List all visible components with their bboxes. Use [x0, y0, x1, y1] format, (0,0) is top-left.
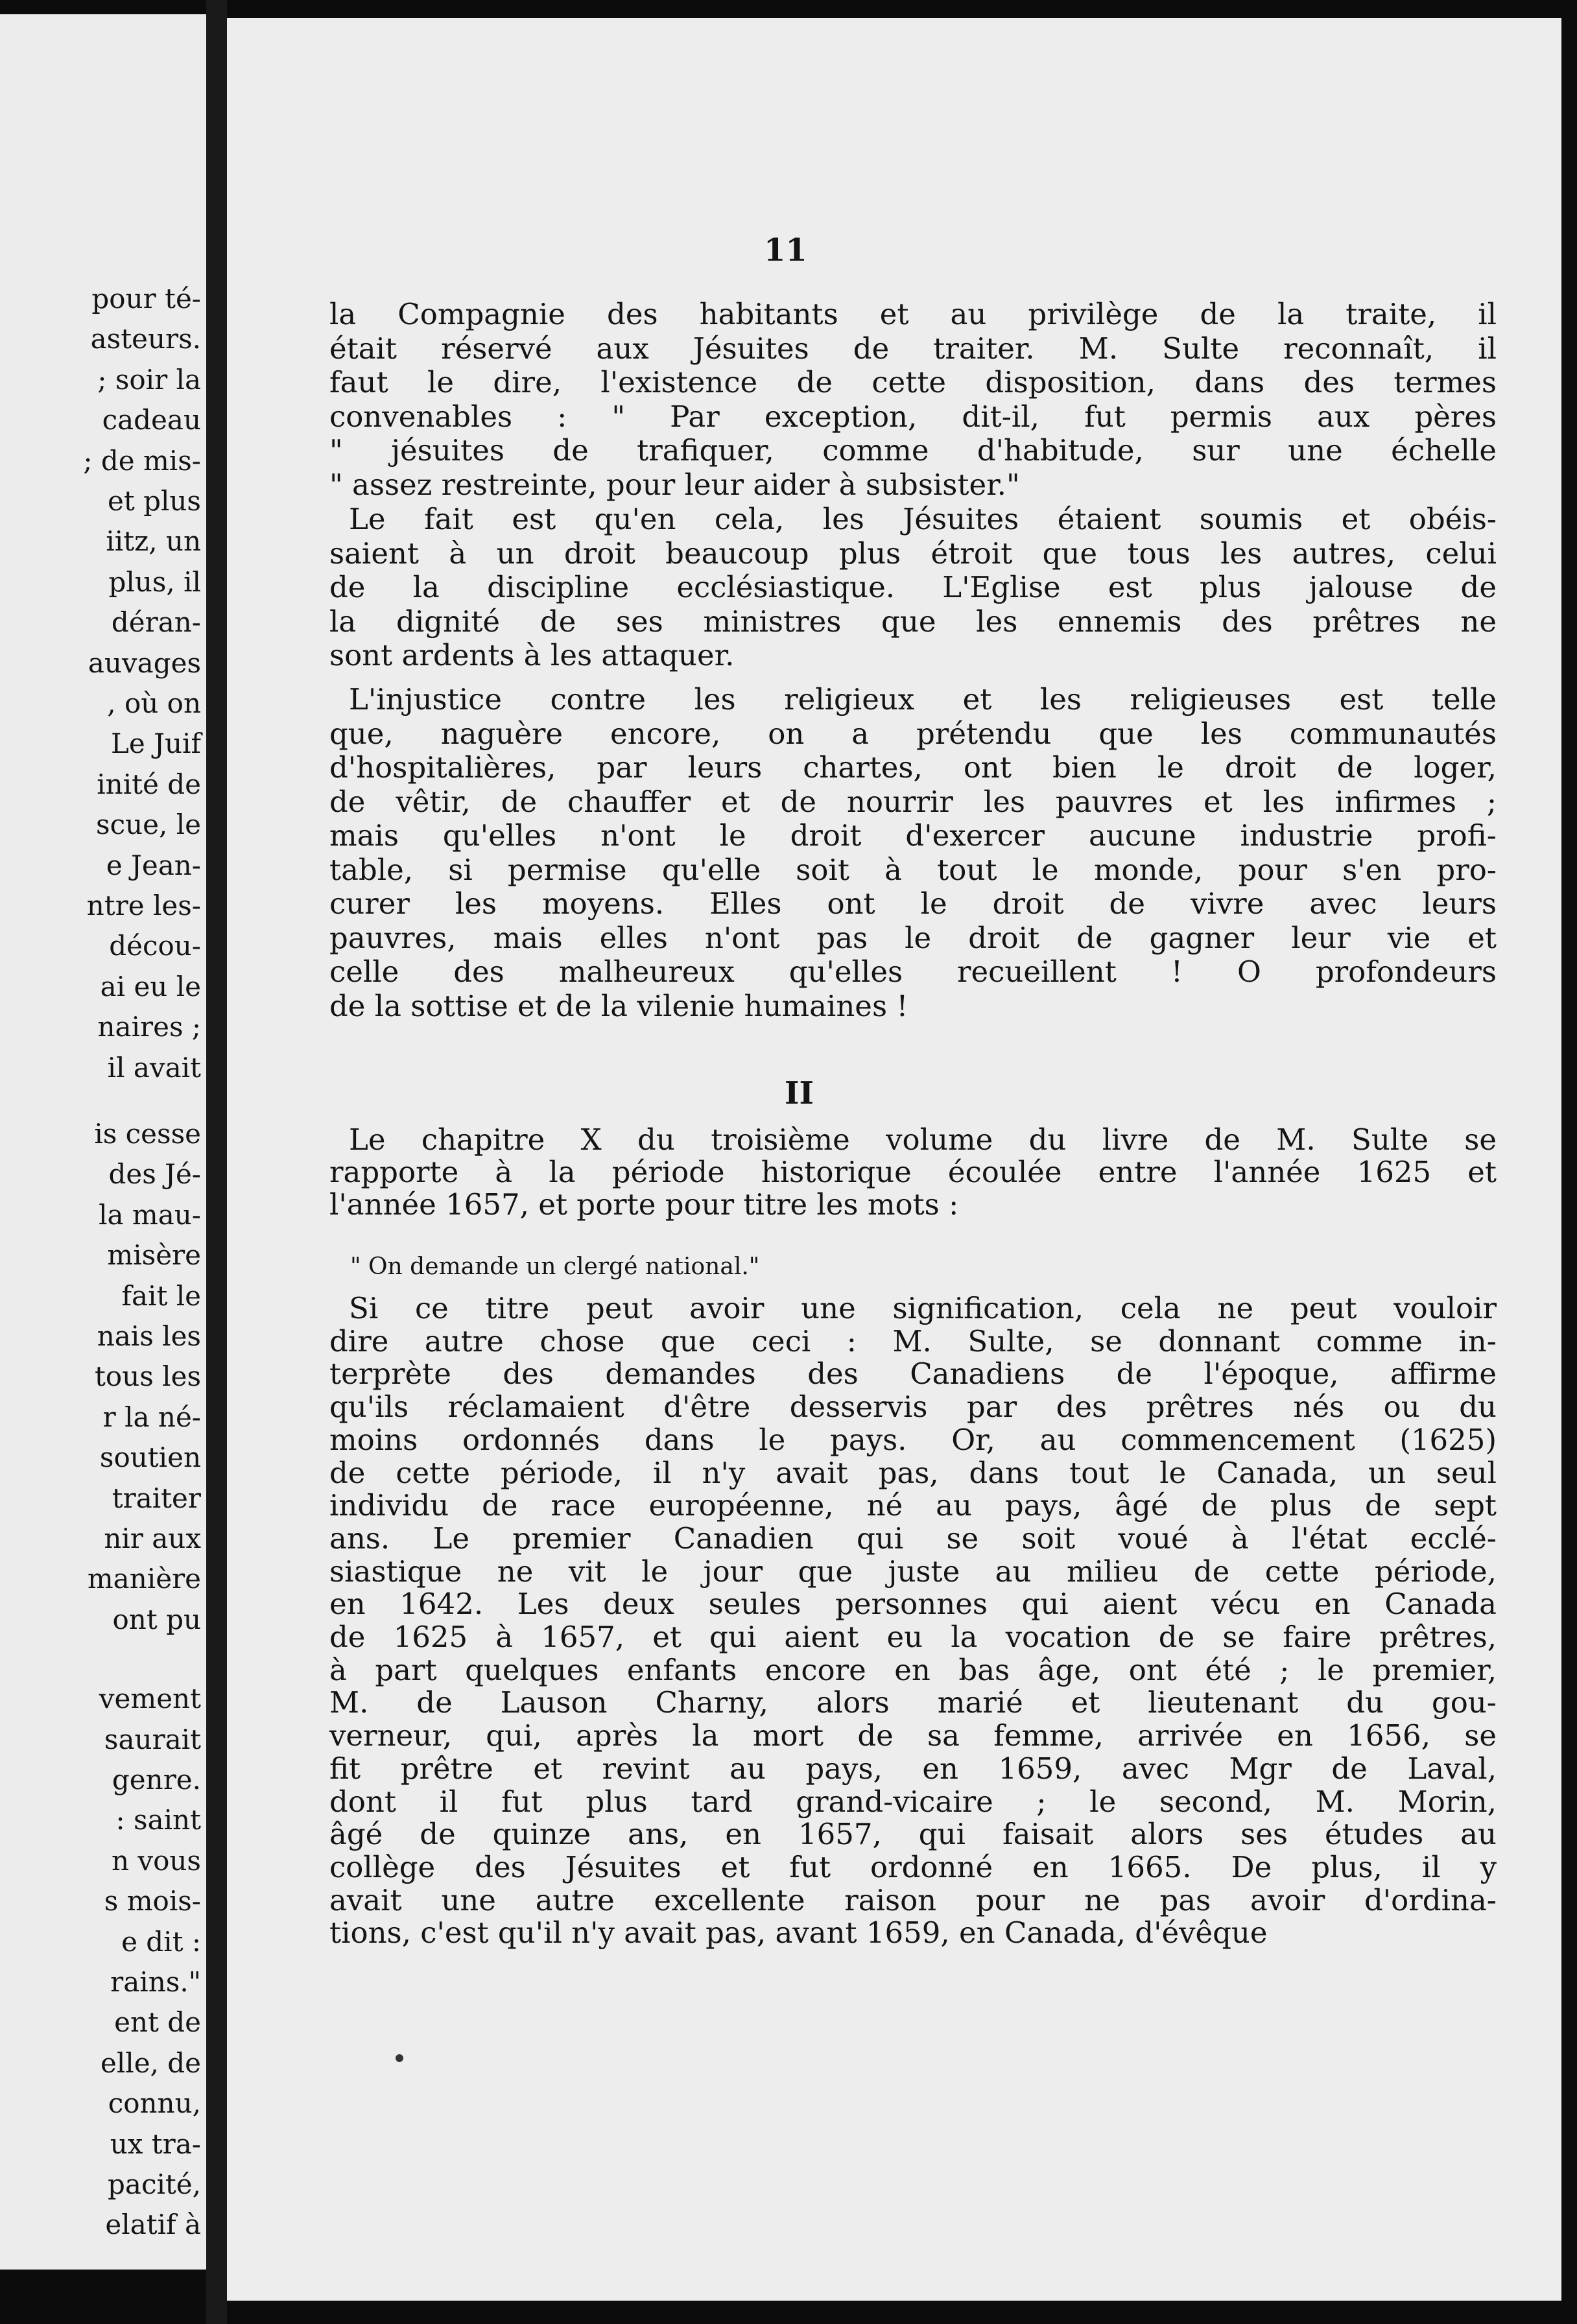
body-line: " assez restreinte, pour leur aider à subsister." — [329, 467, 1020, 502]
body-line: âgé de quinze ans, en 1657, qui faisait alors ses études au — [329, 1817, 1497, 1852]
body-line: avait une autre excellente raison pour ne pas avoir d'ordina- — [329, 1882, 1497, 1917]
left-page-line: scue, le — [96, 809, 201, 841]
left-page-line: e dit : — [121, 1925, 201, 1958]
body-line: qu'ils réclamaient d'être desservis par des prêtres nés ou du — [329, 1390, 1497, 1425]
left-page-line: is cesse — [94, 1118, 201, 1150]
left-page-line: déran- — [111, 606, 201, 639]
section-heading: II — [785, 1075, 814, 1111]
left-page-line: tous les — [95, 1360, 201, 1393]
left-page-line: décou- — [109, 930, 201, 962]
left-page-line: n vous — [111, 1844, 201, 1877]
left-page-line: fait le — [121, 1279, 201, 1312]
body-line: celle des malheureux qu'elles recueillent ! O profondeurs — [329, 954, 1497, 989]
left-page-line: soutien — [99, 1441, 201, 1474]
left-page-line: des Jé- — [108, 1158, 201, 1191]
left-page-line: saurait — [104, 1723, 201, 1755]
body-line: saient à un droit beaucoup plus étroit que tous les autres, celui — [329, 536, 1497, 571]
body-line: " jésuites de trafiquer, comme d'habitude, sur une échelle — [329, 433, 1497, 468]
body-line: la dignité de ses ministres que les ennemis des prêtres ne — [329, 604, 1497, 639]
body-line: faut le dire, l'existence de cette disposition, dans des termes — [329, 365, 1497, 399]
body-line: fit prêtre et revint au pays, en 1659, avec Mgr de Laval, — [329, 1751, 1497, 1786]
chapter-title-quote: " On demande un clergé national." — [350, 1253, 760, 1280]
left-page-line: : saint — [115, 1804, 201, 1836]
body-line: de la sottise et de la vilenie humaines ! — [329, 988, 908, 1023]
left-page-line: e Jean- — [106, 849, 201, 881]
left-page-line: ; soir la — [97, 363, 201, 396]
left-page-line: il avait — [107, 1051, 201, 1084]
left-page-line: nir aux — [104, 1523, 201, 1554]
left-page-line: rains." — [110, 1966, 201, 1998]
body-line: verneur, qui, après la mort de sa femme, arrivée en 1656, se — [329, 1718, 1497, 1753]
left-page-line: la mau- — [99, 1198, 201, 1231]
body-line: moins ordonnés dans le pays. Or, au commencement (1625) — [329, 1422, 1497, 1457]
body-line: que, naguère encore, on a prétendu que les communautés — [329, 716, 1497, 751]
left-page-line: ont pu — [112, 1603, 201, 1635]
body-line: en 1642. Les deux seules personnes qui aient vécu en Canada — [329, 1587, 1497, 1622]
left-page-line: ai eu le — [100, 970, 201, 1002]
body-line: collège des Jésuites et fut ordonné en 1665. De plus, il y — [329, 1849, 1497, 1884]
left-page-line: ux tra- — [110, 2128, 201, 2160]
body-line: tions, c'est qu'il n'y avait pas, avant 1659, en Canada, d'évêque — [329, 1915, 1268, 1950]
left-page-line: inité de — [97, 768, 201, 800]
left-page-line: auvages — [88, 646, 201, 679]
left-page-line: manière — [87, 1563, 201, 1595]
left-page-line: elatif à — [105, 2209, 201, 2241]
body-line: rapporte à la période historique écoulée entre l'année 1625 et — [329, 1155, 1497, 1189]
left-page-line: iitz, un — [106, 525, 201, 558]
body-line: l'année 1657, et porte pour titre les mots : — [329, 1187, 959, 1222]
body-line: Le fait est qu'en cela, les Jésuites étaient soumis et obéis- — [349, 502, 1497, 536]
body-line: terprète des demandes des Canadiens de l'époque, affirme — [329, 1357, 1497, 1392]
left-page-line: asteurs. — [90, 323, 201, 355]
left-page-line: cadeau — [102, 404, 201, 436]
left-page-line: genre. — [112, 1764, 201, 1796]
body-line: table, si permise qu'elle soit à tout le monde, pour s'en pro- — [329, 852, 1497, 887]
body-line: M. de Lauson Charny, alors marié et lieutenant du gou- — [329, 1685, 1497, 1720]
left-page-line: misère — [107, 1239, 201, 1272]
body-line: était réservé aux Jésuites de traiter. M. Sulte reconnaît, il — [329, 331, 1497, 366]
left-page-line: connu, — [108, 2087, 201, 2120]
left-page-line: elle, de — [100, 2046, 201, 2079]
left-page-fragment — [0, 14, 206, 2270]
left-page-line: s mois- — [104, 1885, 201, 1917]
left-page-line: naires ; — [97, 1011, 201, 1043]
body-line: mais qu'elles n'ont le droit d'exercer aucune industrie profi- — [329, 818, 1497, 853]
body-line: L'injustice contre les religieux et les religieuses est telle — [349, 682, 1497, 717]
body-line: siastique ne vit le jour que juste au milieu de cette période, — [329, 1554, 1497, 1589]
body-line: de 1625 à 1657, et qui aient eu la vocation de se faire prêtres, — [329, 1620, 1497, 1654]
body-line: de cette période, il n'y avait pas, dans tout le Canada, un seul — [329, 1455, 1497, 1490]
body-line: pauvres, mais elles n'ont pas le droit de gagner leur vie et — [329, 920, 1497, 955]
body-line: dont il fut plus tard grand-vicaire ; le second, M. Morin, — [329, 1784, 1497, 1819]
left-page-line: pacité, — [108, 2168, 201, 2200]
body-line: dire autre chose que ceci : M. Sulte, se donnant comme in- — [329, 1323, 1497, 1358]
body-line: sont ardents à les attaquer. — [329, 638, 735, 672]
left-page-line: ; de mis- — [83, 444, 201, 477]
body-line: la Compagnie des habitants et au privilège de la traite, il — [329, 297, 1497, 331]
body-line: Si ce titre peut avoir une signification, cela ne peut vouloir — [349, 1291, 1497, 1325]
left-page-line: Le Juif — [111, 728, 201, 760]
print-speck — [396, 2054, 403, 2062]
left-page-line: , où on — [107, 687, 201, 719]
left-page-line: vement — [99, 1683, 201, 1715]
left-page-line: ent de — [114, 2006, 201, 2039]
body-line: de la discipline ecclésiastique. L'Eglise est plus jalouse de — [329, 570, 1497, 604]
body-line: ans. Le premier Canadien qui se soit voué à l'état ecclé- — [329, 1521, 1497, 1556]
page-number: 11 — [764, 232, 807, 268]
body-line: à part quelques enfants encore en bas âge, ont été ; le premier, — [329, 1652, 1497, 1687]
body-line: d'hospitalières, par leurs chartes, ont bien le droit de loger, — [329, 750, 1497, 785]
left-page-line: et plus — [107, 485, 201, 517]
body-line: curer les moyens. Elles ont le droit de vivre avec leurs — [329, 886, 1497, 921]
right-page — [227, 18, 1561, 2301]
left-page-line: pour té- — [91, 283, 201, 314]
body-line: Le chapitre X du troisième volume du livre de M. Sulte se — [349, 1122, 1497, 1157]
body-line: individu de race européenne, né au pays, âgé de plus de sept — [329, 1488, 1497, 1523]
book-gutter — [206, 0, 227, 2324]
left-page-line: nais les — [97, 1320, 201, 1352]
left-page-line: ntre les- — [86, 890, 201, 921]
left-page-line: r la né- — [102, 1401, 201, 1433]
left-page-line: plus, il — [108, 565, 201, 598]
left-page-line: traiter — [112, 1482, 201, 1514]
body-line: de vêtir, de chauffer et de nourrir les pauvres et les infirmes ; — [329, 784, 1497, 819]
body-line: convenables : " Par exception, dit-il, fut permis aux pères — [329, 399, 1497, 434]
